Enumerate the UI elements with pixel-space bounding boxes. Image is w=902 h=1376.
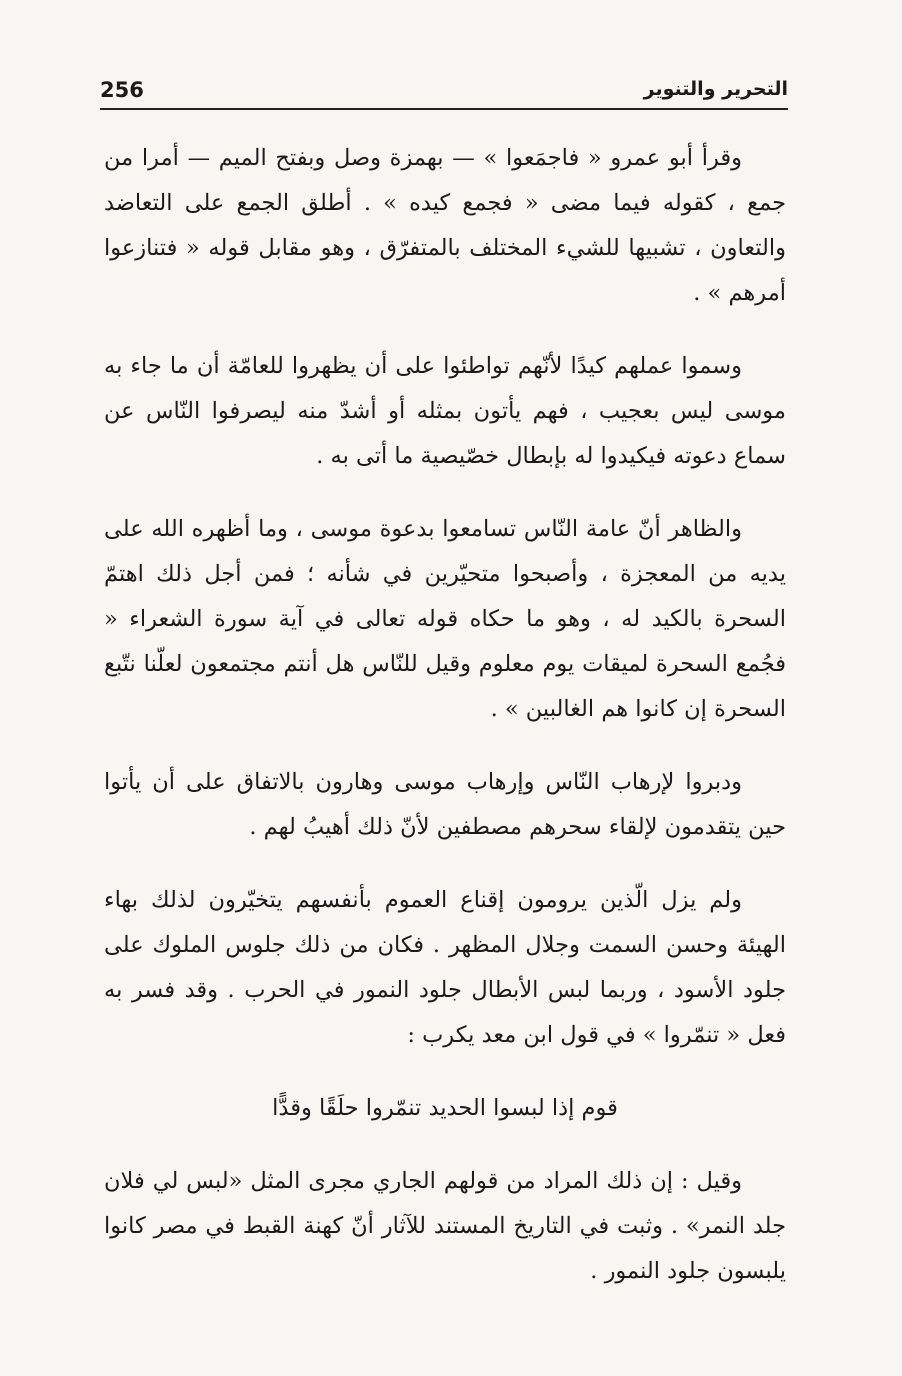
running-title: التحرير والتنوير — [643, 78, 788, 100]
poetry-verse: قوم إذا لبسوا الحديد تنمّروا حلَقًا وقدًّا — [272, 1095, 618, 1121]
page-body — [104, 136, 786, 1322]
page-number: 256 — [100, 78, 144, 102]
paragraph-1: وقرأ أبو عمرو « فاجمَعوا » — بهمزة وصل وبفتح الميم — أمرا من جمع ، كقوله فيما مضى « فجمع كيده » . أطلق الجمع على التعاضد والتعاون ، تشبيها للشيء المختلف بالمتفرّق ، وهو مقابل قوله « فتنازعوا أمرهم » . — [104, 145, 786, 306]
page-header — [100, 78, 788, 108]
paragraph-3: والظاهر أنّ عامة النّاس تسامعوا بدعوة موسى ، وما أظهره الله على يديه من المعجزة ، وأصبحوا متحيّرين في شأنه ؛ فمن أجل ذلك اهتمّ السحرة بالكيد له ، وهو ما حكاه قوله تعالى في آية سورة الشعراء « فجُمع السحرة لميقات يوم معلوم وقيل للنّاس هل أنتم مجتمعون لعلّنا نتّبع السحرة إن كانوا هم الغالبين » . — [104, 516, 786, 722]
paragraph-5: ولم يزل الّذين يرومون إقناع العموم بأنفسهم يتخيّرون لذلك بهاء الهيئة وحسن السمت وجلال المظهر . فكان من ذلك جلوس الملوك على جلود الأسود ، وربما لبس الأبطال جلود النمور في الحرب . وقد فسر به فعل « تنمّروا » في قول ابن معد يكرب : — [104, 887, 786, 1048]
paragraph-6: وقيل : إن ذلك المراد من قولهم الجاري مجرى المثل «لبس لي فلان جلد النمر» . وثبت في التاريخ المستند للآثار أنّ كهنة القبط في مصر كانوا يلبسون جلود النمور . — [104, 1168, 786, 1284]
paragraph-2: وسموا عملهم كيدًا لأنّهم تواطئوا على أن يظهروا للعامّة أن ما جاء به موسى ليس بعجيب ، فهم يأتون بمثله أو أشدّ منه ليصرفوا النّاس عن سماع دعوته فيكيدوا له بإبطال خصّيصية ما أتى به . — [104, 353, 786, 469]
header-rule — [100, 108, 788, 110]
paragraph-4: ودبروا لإرهاب النّاس وإرهاب موسى وهارون بالاتفاق على أن يأتوا حين يتقدمون لإلقاء سحرهم مصطفين لأنّ ذلك أهيبُ لهم . — [104, 769, 786, 840]
